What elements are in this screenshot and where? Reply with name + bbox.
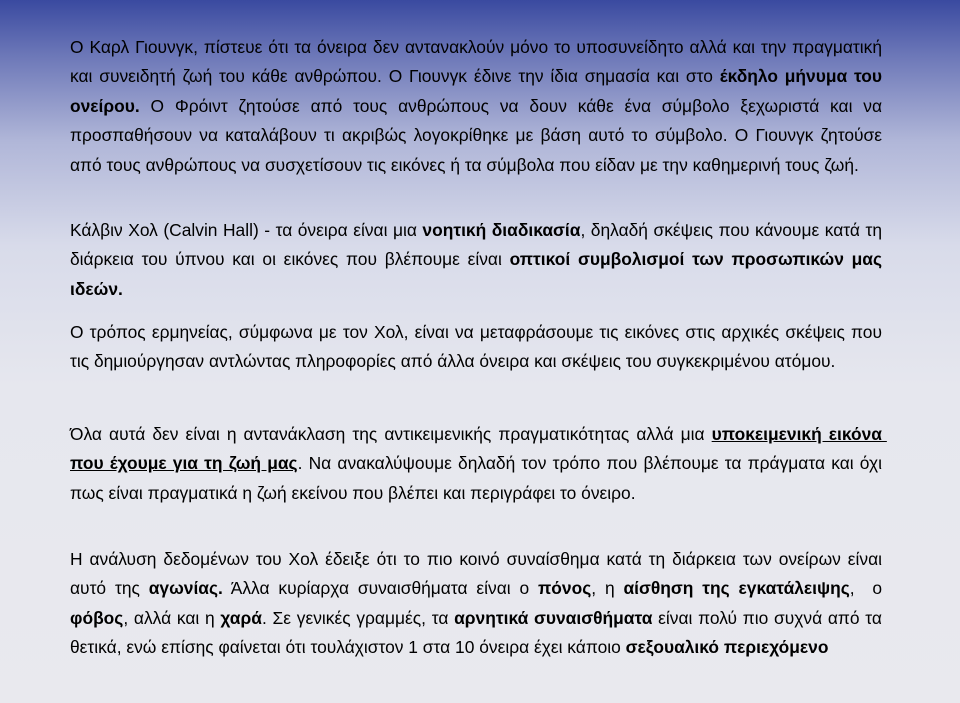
paragraph-jung bbox=[70, 33, 887, 180]
body-text: , δηλαδή σκέψεις που κάνουμε κατά τη διάρκεια του ύπνου και οι εικόνες που βλέπουμε είναι bbox=[70, 220, 887, 270]
body-text: Κάλβιν Χολ (Calvin Hall) - τα όνειρα είναι μια bbox=[70, 220, 423, 240]
emphasis-text: αρνητικά συναισθήματα bbox=[454, 607, 653, 628]
body-text: Η ανάλυση δεδομένων του Χολ έδειξε ότι το πιο κοινό συναίσθημα κατά τη διάρκεια των ονείρων είναι αυτό της bbox=[70, 549, 887, 599]
body-text: . Να ανακαλύψουμε δηλαδή τον τρόπο που βλέπουμε τα πράγματα και όχι πως είναι πραγματικά η ζωή εκείνου που βλέπει και περιγράφει το όνειρο. bbox=[70, 453, 887, 503]
emphasis-text: αγωνίας. bbox=[148, 578, 223, 599]
emphasis-text: φόβος bbox=[70, 607, 124, 628]
body-text: είναι πολύ πιο συχνά από τα θετικά, ενώ επίσης φαίνεται ότι τουλάχιστον 1 στα 10 όνειρα έχει κάποιο bbox=[70, 607, 887, 658]
emphasis-text: σεξουαλικό περιεχόμενο bbox=[625, 637, 829, 658]
emphasis-text: αίσθηση της εγκατάλειψης bbox=[623, 578, 850, 599]
body-text: , ο bbox=[849, 578, 887, 599]
emphasis-text: νοητική διαδικασία bbox=[422, 220, 581, 240]
body-text: , αλλά και η bbox=[123, 607, 221, 628]
body-text: Ο τρόπος ερμηνείας, σύμφωνα με τον Χολ, είναι να μεταφράσουμε τις εικόνες στις αρχικές σκέψεις που τις δημιούργησαν αντλώντας πληροφορίες από άλλα όνειρα και σκέψεις του συγκεκριμένου ατόμου. bbox=[70, 322, 887, 372]
emphasis-text: πόνος bbox=[537, 578, 592, 599]
emphasis-text: οπτικοί συμβολισμοί των προσωπικών μας ιδεών. bbox=[70, 249, 887, 299]
emphasis-text: υποκειμενική εικόνα που έχουμε για τη ζωή μας bbox=[70, 424, 887, 474]
body-text: . Σε γενικές γραμμές, τα bbox=[261, 607, 455, 628]
paragraph-analysis bbox=[70, 545, 887, 663]
paragraph-hall bbox=[70, 216, 887, 304]
paragraph-interpretation bbox=[70, 318, 887, 377]
body-text: Άλλα κυρίαρχα συναισθήματα είναι ο bbox=[222, 578, 538, 599]
paragraph-reflection bbox=[70, 420, 887, 508]
body-text: , η bbox=[591, 578, 624, 599]
emphasis-text: χαρά bbox=[220, 607, 262, 628]
body-text: Όλα αυτά δεν είναι η αντανάκλαση της αντικειμενικής πραγματικότητας αλλά μια bbox=[70, 424, 712, 444]
body-text: Ο Φρόιντ ζητούσε από τους ανθρώπους να δουν κάθε ένα σύμβολο ξεχωριστά και να προσπαθήσουν να καταλάβουν τι ακριβώς λογοκρίθηκε με βάση αυτό το σύμβολο. Ο Γιουνγκ ζητούσε από τους ανθρώπους να συσχετίσουν τις εικόνες ή τα σύμβολα που είδαν με την καθημερινή τους ζωή. bbox=[70, 95, 887, 175]
emphasis-text: έκδηλο μήνυμα του ονείρου. bbox=[70, 66, 887, 116]
body-text: Ο Καρλ Γιουνγκ, πίστευε ότι τα όνειρα δεν αντανακλούν μόνο το υποσυνείδητο αλλά και την πραγματική και συνειδητή ζωή του κάθε ανθρώπου. Ο Γιουνγκ έδινε την ίδια σημασία και στο bbox=[70, 37, 887, 87]
